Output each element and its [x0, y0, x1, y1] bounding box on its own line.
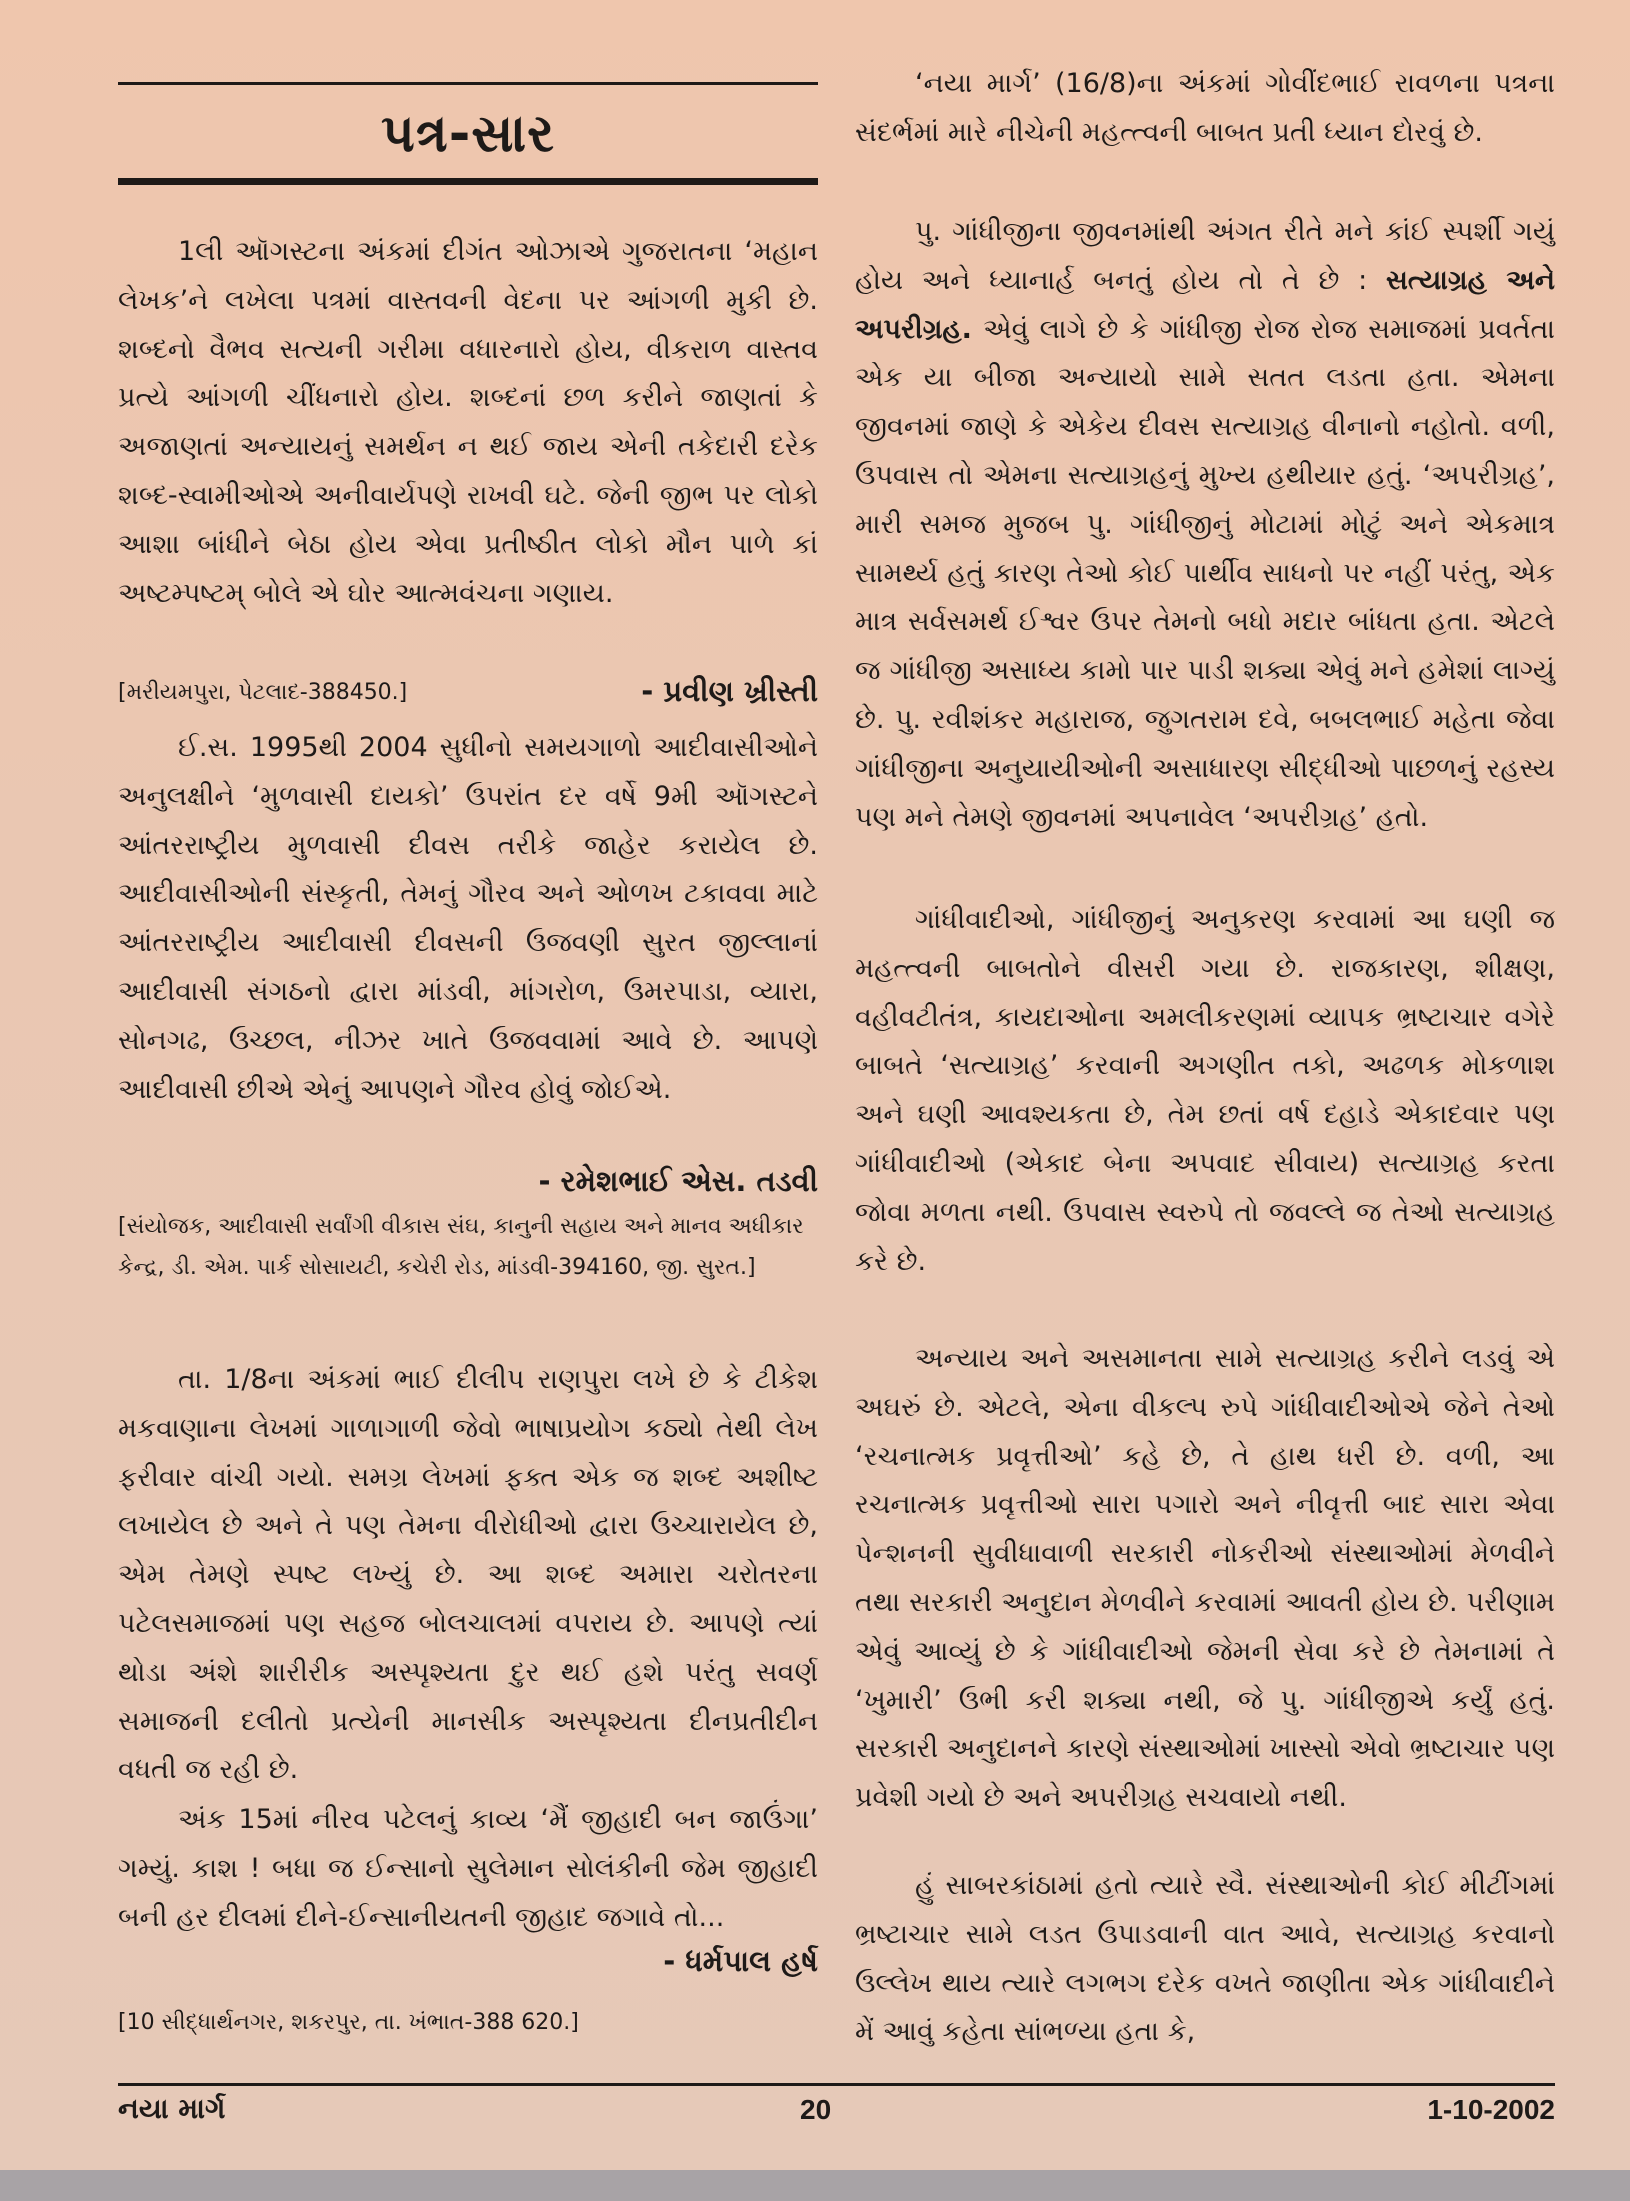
letter-2-address: [સંયોજક, આદીવાસી સર્વાંગી વીકાસ સંઘ, કાનુની સહાય અને માનવ અધીકાર કેન્દ્ર, ડી. એમ. પાર્ક સોસાયટી, કચેરી રોડ, માંડવી-394160, જી. સુરત.] [118, 1214, 804, 1280]
footer-page-number: 20 [800, 2094, 832, 2125]
section-header [118, 82, 818, 192]
footer-rule [118, 2083, 1555, 2086]
letter-4-signature: - ધર્મપાલ હર્ષ [663, 1944, 818, 1978]
letter-2-signature: - રમેશભાઈ એસ. તડવી [538, 1164, 818, 1198]
title-rule-bottom [118, 178, 818, 185]
letter-1-body: 1લી ઑગસ્ટના અંકમાં દીગંત ઓઝાએ ગુજરાતના ‘મહાન લેખક’ને લખેલા પત્રમાં વાસ્તવની વેદના પર આંગળી મુકી છે. શબ્દનો વૈભવ સત્યની ગરીમા વધારનારો હોય, વીકરાળ વાસ્તવ પ્રત્યે આંગળી ચીંધનારો હોય. શબ્દનાં છળ કરીને જાણતાં કે અજાણતાં અન્યાયનું સમર્થન ન થઈ જાય એની તકેદારી દરેક શબ્દ-સ્વામીઓએ અનીવાર્યપણે રાખવી ઘટે. જેની જીભ પર લોકો આશા બાંધીને બેઠા હોય એવા પ્રતીષ્ઠીત લોકો મૌન પાળે કાં અષ્ટમ્પષ્ટમ્ બોલે એ ઘોર આત્મવંચના ગણાય. [118, 236, 818, 609]
section-title: પત્ર-સાર [380, 104, 556, 164]
letter-5-para-2-a: પુ. ગાંધીજીના જીવનમાંથી અંગત રીતે મને કાંઈ સ્પર્શી ગયું હોય અને ધ્યાનાર્હ બનતું હોય તો તે છે : [855, 216, 1555, 296]
letter-1-signature: - પ્રવીણ ખ્રીસ્તી [641, 674, 818, 708]
letter-5-emphasis: સત્યાગ્રહ અને અપરીગ્રહ. [855, 264, 1555, 345]
letter-5-para-3: ગાંધીવાદીઓ, ગાંધીજીનું અનુકરણ કરવામાં આ ઘણી જ મહત્ત્વની બાબતોને વીસરી ગયા છે. રાજકારણ, શીક્ષણ, વહીવટીતંત્ર, કાયદાઓના અમલીકરણમાં વ્યાપક ભ્રષ્ટાચાર વગેરે બાબતે ‘સત્યાગ્રહ’ કરવાની અગણીત તકો, અઢળક મોકળાશ અને ઘણી આવશ્યકતા છે, તેમ છતાં વર્ષ દહાડે એકાદવાર પણ ગાંધીવાદીઓ (એકાદ બેના અપવાદ સીવાય) સત્યાગ્રહ કરતા જોવા મળતા નથી. ઉપવાસ સ્વરુપે તો જવલ્લે જ તેઓ સત્યાગ્રહ કરે છે. [855, 904, 1555, 1277]
letter-5-para-2 [855, 208, 1555, 842]
scan-edge [0, 2170, 1630, 2201]
letter-5-para-4: અન્યાય અને અસમાનતા સામે સત્યાગ્રહ કરીને લડવું એ અઘરું છે. એટલે, એના વીકલ્પ રુપે ગાંધીવાદીઓએ જેને તેઓ ‘રચનાત્મક પ્રવૃત્તીઓ’ કહે છે, તે હાથ ધરી છે. વળી, આ રચનાત્મક પ્રવૃત્તીઓ સારા પગારો અને નીવૃત્તી બાદ સારા એવા પેન્શનની સુવીધાવાળી સરકારી નોકરીઓ સંસ્થાઓમાં મેળવીને તથા સરકારી અનુદાન મેળવીને કરવામાં આવતી હોય છે. પરીણામ એવું આવ્યું છે કે ગાંધીવાદીઓ જેમની સેવા કરે છે તેમનામાં તે ‘ખુમારી’ ઉભી કરી શક્યા નથી, જે પુ. ગાંધીજીએ કર્યું હતું. સરકારી અનુદાનને કારણે સંસ્થાઓમાં ખાસ્સો એવો ભ્રષ્ટાચાર પણ પ્રવેશી ગયો છે અને અપરીગ્રહ સચવાયો નથી. [855, 1343, 1555, 1814]
letter-3-body: તા. 1/8ના અંકમાં ભાઈ દીલીપ રાણપુરા લખે છે કે ટીકેશ મકવાણાના લેખમાં ગાળાગાળી જેવો ભાષાપ્રયોગ કઠ્યો તેથી લેખ ફરીવાર વાંચી ગયો. સમગ્ર લેખમાં ફક્ત એક જ શબ્દ અશીષ્ટ લખાયેલ છે અને તે પણ તેમના વીરોધીઓ દ્વારા ઉચ્ચારાયેલ છે, એમ તેમણે સ્પષ્ટ લખ્યું છે. આ શબ્દ અમારા ચરોતરના પટેલસમાજમાં પણ સહજ બોલચાલમાં વપરાય છે. આપણે ત્યાં થોડા અંશે શારીરીક અસ્પૃશ્યતા દુર થઈ હશે પરંતુ સવર્ણ સમાજની દલીતો પ્રત્યેની માનસીક અસ્પૃશ્યતા દીનપ્રતીદીન વધતી જ રહી છે. [118, 1364, 818, 1786]
letter-4-address: [10 સીદ્ધાર્થનગર, શકરપુર, તા. ખંભાત-388 620.] [118, 2010, 579, 2035]
footer-magazine-name: નયા માર્ગ [118, 2092, 226, 2125]
footer-date: 1-10-2002 [1427, 2094, 1555, 2125]
letter-5-intro: ‘નયા માર્ગ’ (16/8)ના અંકમાં ગોવીંદભાઈ રાવળના પત્રના સંદર્ભમાં મારે નીચેની મહત્ત્વની બાબત પ્રતી ધ્યાન દોરવું છે. [855, 68, 1555, 148]
title-rule-top [118, 82, 818, 85]
letter-5-para-5: હું સાબરકાંઠામાં હતો ત્યારે સ્વૈ. સંસ્થાઓની કોઈ મીટીંગમાં ભ્રષ્ટાચાર સામે લડત ઉપાડવાની વાત આવે, સત્યાગ્રહ કરવાનો ઉલ્લેખ થાય ત્યારે લગભગ દરેક વખતે જાણીતા એક ગાંધીવાદીને મેં આવું કહેતા સાંભળ્યા હતા કે, [855, 1870, 1555, 2048]
letter-4-body: અંક 15માં નીરવ પટેલનું કાવ્ય ‘મૈં જીહાદી બન જાઉંગા’ ગમ્યું. કાશ ! બધા જ ઈન્સાનો સુલેમાન સોલંકીની જેમ જીહાદી બની હર દીલમાં દીને-ઈન્સાનીયતની જીહાદ જગાવે તો... [118, 1804, 818, 1933]
letter-1-address: [મરીયમપુરા, પેટલાદ-388450.] [118, 680, 408, 705]
right-column [855, 0, 1555, 2201]
left-column [118, 0, 818, 2201]
letter-5-para-2-c: એવું લાગે છે કે ગાંધીજી રોજ રોજ સમાજમાં પ્રવર્તતા એક યા બીજા અન્યાયો સામે સતત લડતા હતા. એમના જીવનમાં જાણે કે એકેય દીવસ સત્યાગ્રહ વીનાનો નહોતો. વળી, ઉપવાસ તો એમના સત્યાગ્રહનું મુખ્ય હથીયાર હતું. ‘અપરીગ્રહ’, મારી સમજ મુજબ પુ. ગાંધીજીનું મોટામાં મોટું અને એકમાત્ર સામર્થ્ય હતું કારણ તેઓ કોઈ પાર્થીવ સાધનો પર નહીં પરંતુ, એક માત્ર સર્વસમર્થ ઈશ્વર ઉપર તેમનો બધો મદાર બાંધતા હતા. એટલે જ ગાંધીજી અસાધ્ય કામો પાર પાડી શક્યા એવું મને હમેશાં લાગ્યું છે. પુ. રવીશંકર મહારાજ, જુગતરામ દવે, બબલભાઈ મહેતા જેવા ગાંધીજીના અનુયાયીઓની અસાધારણ સીદ્ધીઓ પાછળનું રહસ્ય પણ મને તેમણે જીવનમાં અપનાવેલ ‘અપરીગ્રહ’ હતો. [855, 313, 1555, 833]
letter-2-body: ઈ.સ. 1995થી 2004 સુધીનો સમયગાળો આદીવાસીઓને અનુલક્ષીને ‘મુળવાસી દાયકો’ ઉપરાંત દર વર્ષે 9મી ઑગસ્ટને આંતરરાષ્ટ્રીય મુળવાસી દીવસ તરીકે જાહેર કરાયેલ છે. આદીવાસીઓની સંસ્કૃતી, તેમનું ગૌરવ અને ઓળખ ટકાવવા માટે આંતરરાષ્ટ્રીય આદીવાસી દીવસની ઉજવણી સુરત જીલ્લાનાં આદીવાસી સંગઠનો દ્વારા માંડવી, માંગરોળ, ઉમરપાડા, વ્યારા, સોનગઢ, ઉચ્છલ, નીઝર ખાતે ઉજવવામાં આવે છે. આપણે આદીવાસી છીએ એનું આપણને ગૌરવ હોવું જોઈએ. [118, 732, 818, 1105]
